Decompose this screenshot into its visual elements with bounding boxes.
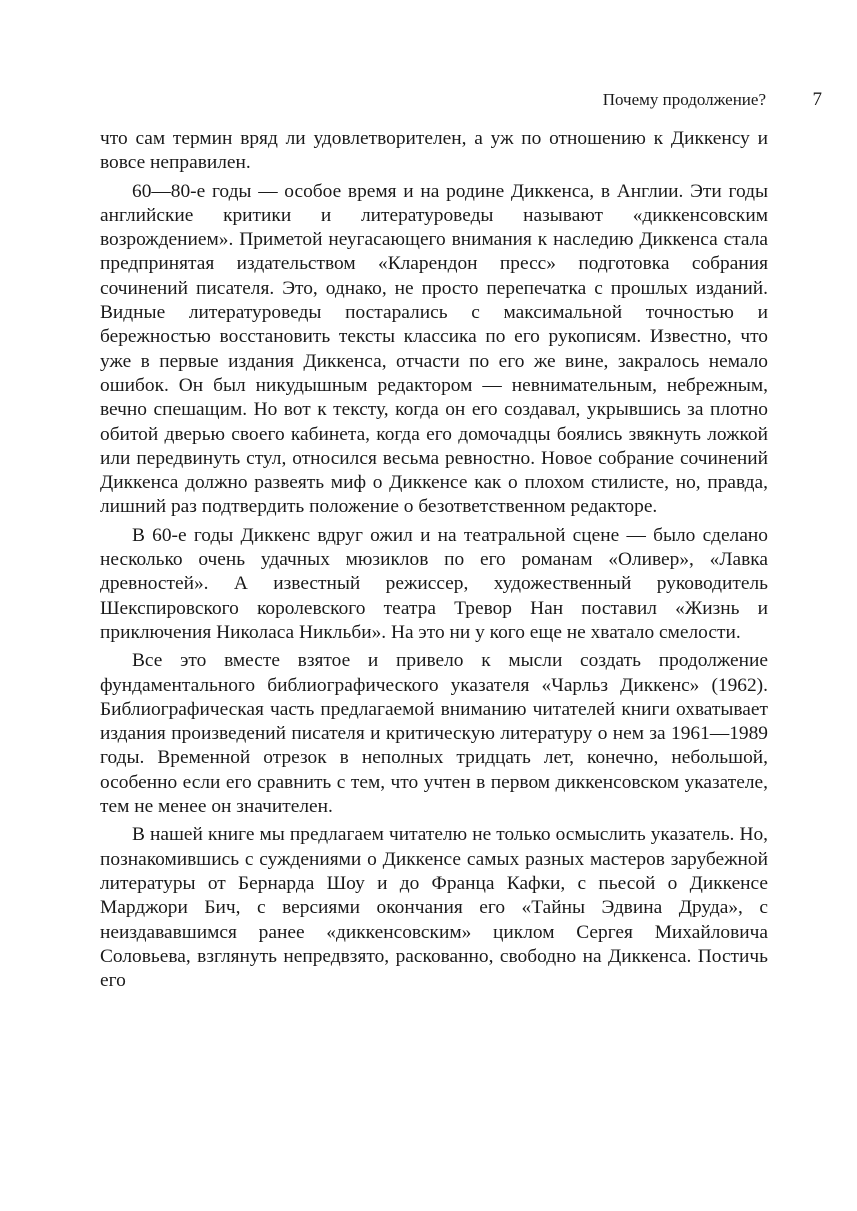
body-text xyxy=(100,127,768,997)
paragraph-our-book: В нашей книге мы предлагаем читателю не только осмыслить указатель. Но, познакомившись с суждениями о Диккенсе самых разных мастеров зарубежной литературы от Бернарда Шоу и до Франца Кафки, с пьесой о Диккенсе Марджори Бич, с версиями окончания его «Тайны Эдвина Друда», с неиздававшимся ранее «диккенсовским» циклом Сергея Михайловича Соловьева, взглянуть непредвзято, раскованно, свободно на Диккенса. Постичь его xyxy=(100,824,768,992)
paragraph-dickens-revival: 60—80-е годы — особое время и на родине Диккенса, в Англии. Эти годы английские критики и литературоведы называют «диккенсовским возрождением». Приметой неугасающего внимания к наследию Диккенса стала предпринятая издательством «Кларендон пресс» подготовка собрания сочинений писателя. Это, однако, не просто перепечатка с прошлых изданий. Видные литературоведы постарались с максимальной точностью и бережностью восстановить тексты классика по его рукописям. Известно, что уже в первые издания Диккенса, отчасти по его же вине, закралось немало ошибок. Он был никудышным редактором — невнимательным, небрежным, вечно спешащим. Но вот к тексту, когда он его создавал, укрывшись за плотно обитой дверью своего кабинета, когда его домочадцы боялись звякнуть ложкой или передвинуть стул, относился весьма ревностно. Новое собрание сочинений Диккенса должно развеять миф о Диккенсе как о плохом стилисте, но, правда, лишний раз подтвердить положение о безответственном редакторе. xyxy=(100,180,768,518)
page-number: 7 xyxy=(812,89,822,110)
paragraph-continued: что сам термин вряд ли удовлетворителен, а уж по отношению к Диккенсу и вовсе неправилен. xyxy=(100,128,768,174)
paragraph-theatre: В 60-е годы Диккенс вдруг ожил и на театральной сцене — было сделано несколько очень удачных мюзиклов по его романам «Оливер», «Лавка древностей». А известный режиссер, художественный руководитель Шекспировского королевского театра Тревор Нан поставил «Жизнь и приключения Николаса Никльби». На это ни у кого еще не хватало смелости. xyxy=(100,524,768,643)
running-title: Почему продолжение? xyxy=(602,90,766,109)
running-head xyxy=(100,88,822,112)
paragraph-bibliography: Все это вместе взятое и привело к мысли создать продолжение фундаментального библиографического указателя «Чарльз Диккенс» (1962). Библиографическая часть предлагаемой вниманию читателей книги охватывает издания произведений писателя и критическую литературу о нем за 1961—1989 годы. Временной отрезок в неполных тридцать лет, конечно, небольшой, особенно если его сравнить с тем, что учтен в первом диккенсовском указателе, тем не менее он значителен. xyxy=(100,650,768,818)
